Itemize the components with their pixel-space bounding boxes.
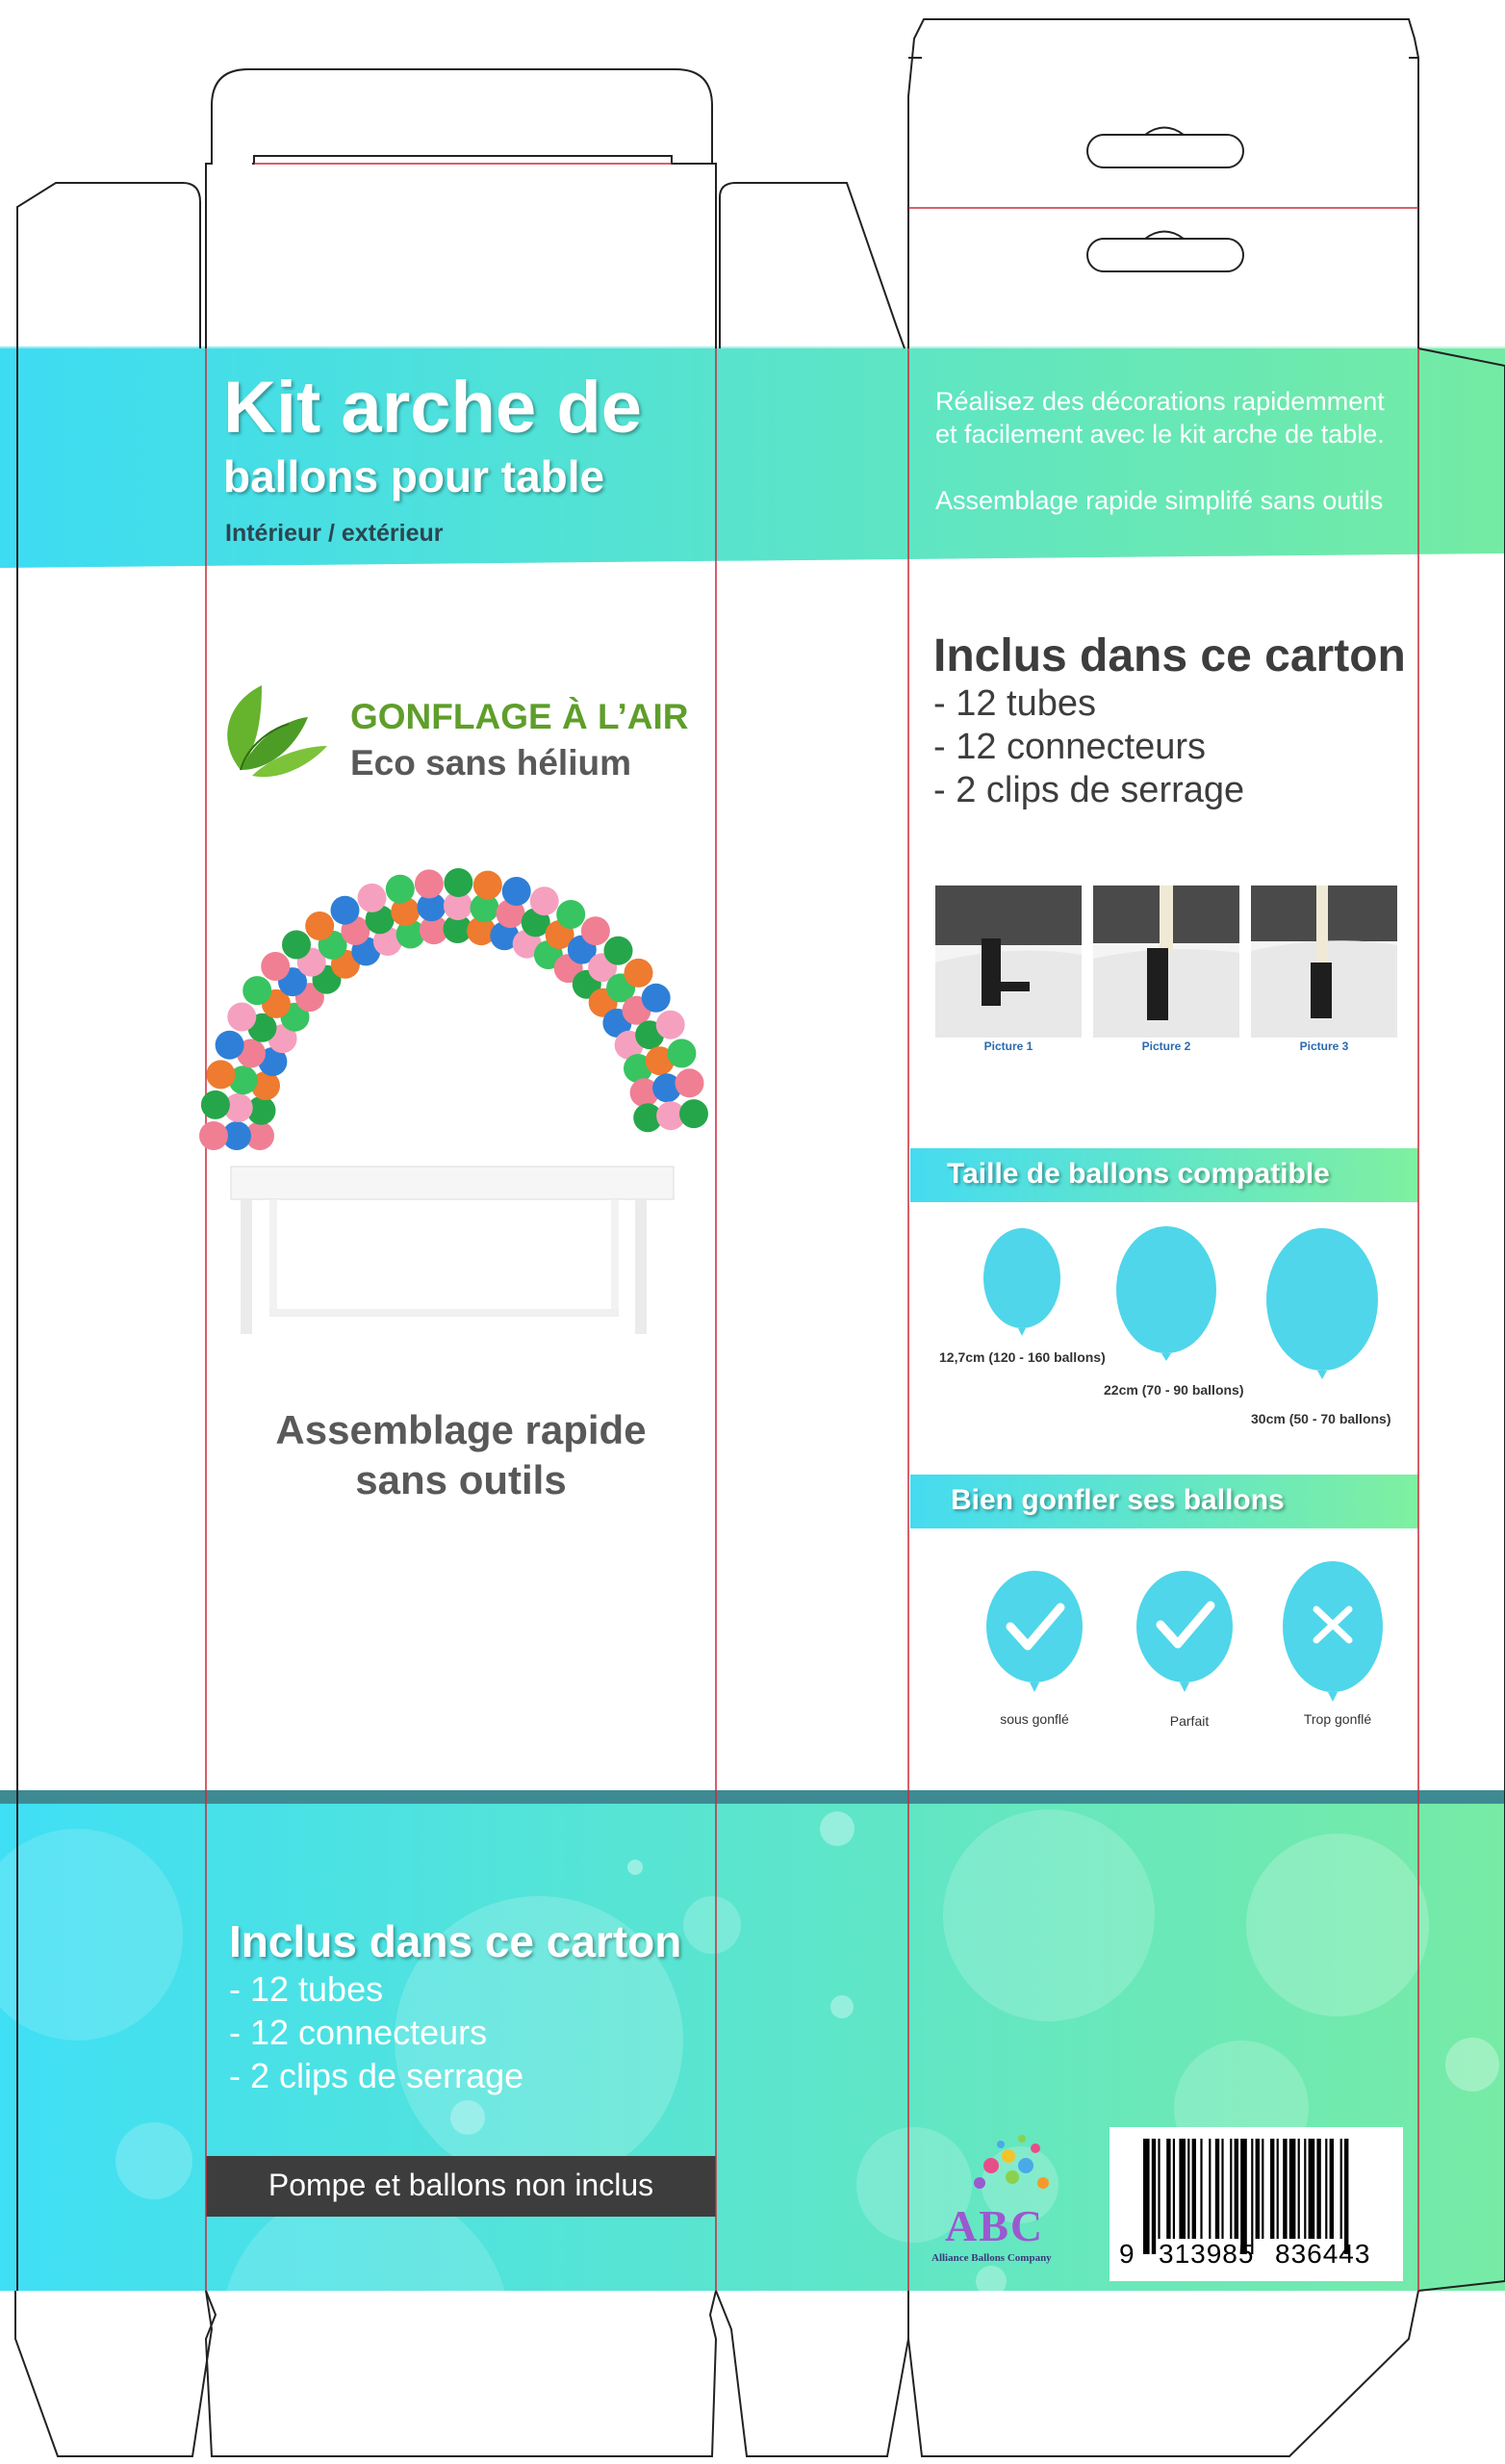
back-contents-item: - 12 connecteurs: [229, 2013, 488, 2052]
back-contents-heading: Inclus dans ce carton: [229, 1916, 682, 1966]
barcode-bar: [1166, 2139, 1170, 2239]
barcode-bar: [1340, 2139, 1342, 2239]
size-label: 30cm (50 - 70 ballons): [1251, 1411, 1391, 1426]
barcode-bar: [1215, 2139, 1219, 2239]
barcode-bar: [1289, 2139, 1296, 2239]
barcode-bar: [1158, 2139, 1160, 2239]
side-contents-item: - 12 connecteurs: [933, 727, 1207, 767]
inflate-label: Trop gonflé: [1303, 1711, 1372, 1727]
barcode-digits-right: 836443: [1275, 2239, 1371, 2269]
arch-balloon: [444, 868, 472, 897]
barcode-digits-left: 313985: [1159, 2239, 1255, 2269]
inflate-label: Parfait: [1169, 1713, 1210, 1729]
picture-caption: Picture 2: [1141, 1040, 1191, 1053]
arch-balloon: [667, 1039, 696, 1067]
barcode-bar: [1304, 2139, 1306, 2239]
barcode-bar: [1240, 2139, 1247, 2254]
barcode-bar: [1192, 2139, 1196, 2239]
arch-balloon: [625, 959, 653, 988]
barcode-bar: [1309, 2139, 1315, 2239]
inflate-label: sous gonflé: [1000, 1711, 1069, 1727]
leaf-logo: [227, 685, 327, 777]
barcode-bar: [1173, 2139, 1175, 2239]
barcode-bar: [1235, 2139, 1238, 2239]
arch-balloon: [227, 1003, 256, 1032]
front-subtitle: Intérieur / extérieur: [225, 520, 444, 547]
arch-balloon: [386, 875, 415, 904]
barcode-bar: [1200, 2139, 1202, 2239]
clip-photos: [935, 886, 1397, 1038]
barcode-bar: [1270, 2139, 1274, 2239]
side-intro-line1: Réalisez des décorations rapidemment: [935, 387, 1385, 416]
arch-balloon: [556, 900, 585, 929]
balloon-arch-image: [199, 868, 708, 1334]
barcode-digit-lead: 9: [1119, 2239, 1135, 2269]
picture-caption: Picture 1: [983, 1040, 1033, 1053]
arch-balloon: [415, 869, 444, 898]
barcode-bar: [1230, 2139, 1232, 2239]
side-intro-line2: et facilement avec le kit arche de table.: [935, 420, 1385, 449]
arch-balloon: [331, 896, 360, 925]
size-banner-title: Taille de ballons compatible: [947, 1158, 1330, 1190]
barcode-bar: [1316, 2139, 1320, 2239]
barcode-bar: [1251, 2139, 1253, 2254]
arch-balloon: [502, 877, 531, 906]
back-contents-item: - 2 clips de serrage: [229, 2056, 524, 2095]
eco-heading: GONFLAGE À L’AIR: [350, 697, 689, 736]
back-contents-item: - 12 tubes: [229, 1969, 384, 2009]
teal-divider: [0, 1790, 1505, 1804]
barcode-bar: [1325, 2139, 1327, 2239]
side-contents-item: - 2 clips de serrage: [933, 770, 1245, 810]
barcode-bar: [1283, 2139, 1287, 2239]
barcode-bar: [1209, 2139, 1211, 2239]
barcode-bar: [1152, 2139, 1156, 2254]
abc-logo-caption: Alliance Ballons Company: [931, 2252, 1052, 2264]
arch-balloon: [581, 916, 610, 945]
arch-balloon: [473, 871, 502, 900]
notice-text: Pompe et ballons non inclus: [268, 2168, 654, 2202]
arch-balloon: [206, 1060, 235, 1089]
barcode-bar: [1262, 2139, 1263, 2239]
arch-balloon: [679, 1099, 708, 1128]
side-contents-heading: Inclus dans ce carton: [933, 630, 1406, 681]
inflate-icons: [986, 1561, 1383, 1702]
assembly-line2: sans outils: [355, 1457, 567, 1502]
arch-balloon: [676, 1068, 704, 1097]
front-title-line2: ballons pour table: [223, 451, 605, 501]
assembly-line1: Assemblage rapide: [275, 1407, 647, 1452]
arch-balloon: [242, 976, 271, 1005]
barcode-bar: [1277, 2139, 1279, 2239]
inflate-banner-title: Bien gonfler ses ballons: [951, 1484, 1285, 1516]
barcode-bar: [1221, 2139, 1223, 2239]
barcode-bar: [1256, 2139, 1260, 2239]
barcode-bar: [1187, 2139, 1189, 2239]
arch-balloon: [604, 937, 633, 965]
barcode-bar: [1330, 2139, 1334, 2239]
arch-balloon: [199, 1121, 228, 1150]
barcode-bar: [1143, 2139, 1150, 2254]
front-title-line1: Kit arche de: [223, 367, 643, 449]
arch-balloon: [282, 931, 311, 960]
eco-subheading: Eco sans hélium: [350, 743, 631, 783]
arch-balloon: [358, 884, 387, 912]
side-contents-item: - 12 tubes: [933, 683, 1096, 724]
arch-balloon: [261, 952, 290, 981]
side-intro-line3: Assemblage rapide simplifé sans outils: [935, 486, 1384, 515]
barcode-bar: [1179, 2139, 1186, 2239]
arch-balloon: [305, 911, 334, 940]
barcode-bar: [1298, 2139, 1300, 2239]
barcode: [1143, 2139, 1348, 2254]
abc-logo-letters: ABC: [945, 2201, 1045, 2250]
size-label: 22cm (70 - 90 ballons): [1104, 1382, 1244, 1398]
barcode-bar: [1344, 2139, 1348, 2254]
picture-caption: Picture 3: [1299, 1040, 1349, 1053]
arch-balloon: [530, 886, 559, 915]
arch-balloon: [656, 1011, 685, 1040]
size-label: 12,7cm (120 - 160 ballons): [939, 1349, 1106, 1365]
arch-balloon: [201, 1091, 230, 1119]
arch-balloon: [642, 984, 671, 1013]
arch-balloon: [216, 1031, 244, 1060]
